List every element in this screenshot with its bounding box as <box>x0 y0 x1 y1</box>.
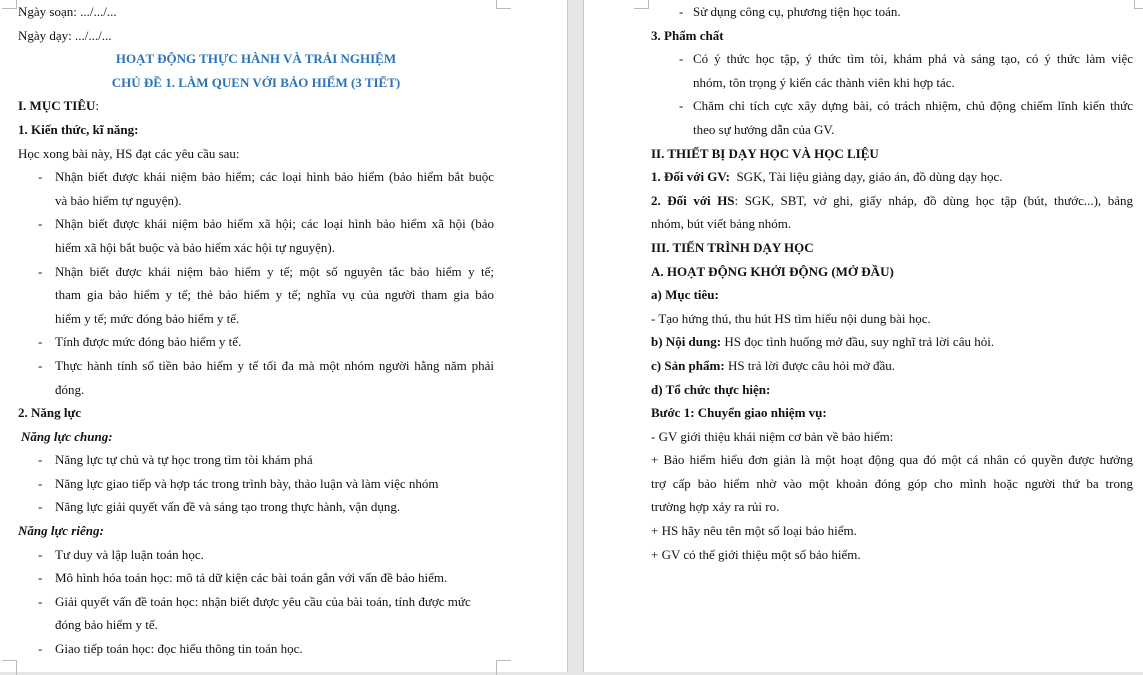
text-line <box>651 24 1133 48</box>
text-line <box>651 118 1133 142</box>
text-line <box>651 401 1133 425</box>
crop-mark <box>2 0 17 9</box>
text: Tính được mức đóng bảo hiểm y tế. <box>55 334 242 350</box>
bold-text: 1. Đối với GV: <box>651 169 730 185</box>
page-text <box>651 0 1133 566</box>
bullet-item <box>18 165 494 189</box>
document-title <box>18 71 494 95</box>
text-line <box>651 448 1133 472</box>
text: theo sự hướng dẫn của GV. <box>693 121 835 137</box>
text-line <box>651 330 1133 354</box>
crop-mark <box>496 0 511 9</box>
bullet-dash-icon: - <box>679 98 684 114</box>
bold-text: 2. Đối với HS <box>651 192 735 208</box>
text-line <box>651 378 1133 402</box>
crop-mark <box>634 0 649 9</box>
text: Chăm chỉ tích cực xây dựng bài, có trách nhiệm, chủ động chiếm lĩnh kiến thức <box>693 98 1133 114</box>
bullet-dash-icon: - <box>38 357 43 373</box>
text: Nhận biết được khái niệm bảo hiểm; các loại hình bảo hiểm (bảo hiểm bắt buộc <box>55 169 494 185</box>
bullet-dash-icon: - <box>38 593 43 609</box>
text: + HS hãy nêu tên một số loại bảo hiểm. <box>651 523 857 539</box>
bullet-dash-icon: - <box>38 169 43 185</box>
text-line <box>18 189 494 213</box>
text: + GV có thể giới thiệu một số bảo hiểm. <box>651 546 861 562</box>
bullet-item <box>651 94 1133 118</box>
text: Có ý thức học tập, ý thức tìm tòi, khám phá và sáng tạo, có ý thức làm việc <box>693 51 1133 67</box>
bullet-item <box>18 495 494 519</box>
text-line <box>651 142 1133 166</box>
bullet-dash-icon: - <box>38 570 43 586</box>
bold-text: d) Tổ chức thực hiện: <box>651 381 771 397</box>
text-line <box>651 212 1133 236</box>
text: : SGK, SBT, vở ghi, giấy nháp, đồ dùng học tập (bút, thước...), bảng <box>734 192 1133 208</box>
text-line <box>651 543 1133 567</box>
text: tham gia bảo hiểm y tế; thẻ bảo hiểm y tế; nghĩa vụ của người tham gia bảo <box>55 287 494 303</box>
bullet-item <box>18 448 494 472</box>
text-line <box>651 519 1133 543</box>
text-line <box>651 189 1133 213</box>
text-line <box>651 260 1133 284</box>
bullet-item <box>18 590 494 614</box>
bullet-dash-icon: - <box>38 263 43 279</box>
text-line <box>651 236 1133 260</box>
bold-text: 1. Kiến thức, kĩ năng: <box>18 121 139 137</box>
text-line <box>18 24 494 48</box>
text: và bảo hiểm tự nguyện). <box>55 192 182 208</box>
bullet-item <box>18 637 494 661</box>
text: Nhận biết được khái niệm bảo hiểm y tế; một số nguyên tắc bảo hiểm y tế; <box>55 263 494 279</box>
text: trợ cấp bảo hiểm nhờ vào một khoản đóng góp cho mình hoặc người thứ ba trong <box>651 475 1133 491</box>
bullet-item <box>18 212 494 236</box>
text: Ngày soạn: .../.../... <box>18 4 117 19</box>
bold-text: Năng lực riêng: <box>18 523 104 539</box>
text: hiểm y tế; mức đóng bảo hiểm y tế. <box>55 310 240 326</box>
bold-text: b) Nội dung: <box>651 334 722 350</box>
bold-text: A. HOẠT ĐỘNG KHỞI ĐỘNG (MỞ ĐẦU) <box>651 263 894 279</box>
bullet-dash-icon: - <box>38 452 43 468</box>
document-title <box>18 47 494 71</box>
text: + Bảo hiểm hiểu đơn giản là một hoạt động qua đó một cá nhân có quyền được hưởng <box>651 452 1133 468</box>
text: HOẠT ĐỘNG THỰC HÀNH VÀ TRẢI NGHIỆM <box>115 51 397 67</box>
text: CHỦ ĐỀ 1. LÀM QUEN VỚI BẢO HIỂM (3 TIẾT) <box>111 74 401 90</box>
page-text <box>18 0 494 661</box>
bullet-item <box>651 47 1133 71</box>
bullet-dash-icon: - <box>38 499 43 515</box>
text: nhóm, tôn trọng ý kiến các thành viên khi hợp tác. <box>693 74 955 90</box>
text-line <box>18 307 494 331</box>
bullet-dash-icon: - <box>38 216 43 232</box>
text: Nhận biết được khái niệm bảo hiểm xã hội; các loại hình bảo hiểm xã hội (bảo <box>55 216 494 232</box>
text: đóng bảo hiểm y tế. <box>55 617 158 633</box>
text: Ngày dạy: .../.../... <box>18 27 112 43</box>
text-line <box>18 283 494 307</box>
text-line <box>18 118 494 142</box>
text-line <box>651 495 1133 519</box>
text-line <box>18 236 494 260</box>
text-line <box>651 283 1133 307</box>
bullet-dash-icon: - <box>38 334 43 350</box>
text-line <box>18 401 494 425</box>
bold-text: III. TIẾN TRÌNH DẠY HỌC <box>651 239 814 255</box>
bullet-dash-icon: - <box>38 546 43 562</box>
text-line <box>651 472 1133 496</box>
text-line <box>651 425 1133 449</box>
bullet-item <box>651 0 1133 24</box>
text-line <box>18 94 494 118</box>
text: đóng. <box>55 381 85 397</box>
text-line <box>18 613 494 637</box>
bullet-item <box>18 566 494 590</box>
text-line <box>18 378 494 402</box>
bold-text: a) Mục tiêu: <box>651 287 719 303</box>
text: trường hợp xảy ra rủi ro. <box>651 499 780 515</box>
text: - GV giới thiệu khái niệm cơ bản về bảo hiểm: <box>651 428 894 444</box>
bullet-dash-icon: - <box>679 51 684 67</box>
document-page-right <box>583 0 1143 672</box>
text: Thực hành tính số tiền bảo hiểm y tế tối đa mà một nhóm người hằng năm phải <box>55 357 494 373</box>
text-line <box>18 425 494 449</box>
text: SGK, Tài liệu giảng dạy, giáo án, đồ dùng dạy học. <box>729 169 1003 185</box>
text-line <box>18 0 494 24</box>
text: HS trả lời được câu hỏi mở đầu. <box>724 357 895 373</box>
text: Giải quyết vấn đề toán học: nhận biết được yêu cầu của bài toán, tính được mức <box>55 593 471 609</box>
text: HS đọc tình huống mở đầu, suy nghĩ trả lời câu hỏi. <box>721 334 995 350</box>
text: Năng lực giải quyết vấn đề và sáng tạo trong thực hành, vận dụng. <box>55 499 401 515</box>
bullet-item <box>18 472 494 496</box>
bold-text: 3. Phẩm chất <box>651 27 724 43</box>
bullet-item <box>18 354 494 378</box>
bold-text: c) Sản phẩm: <box>651 357 725 373</box>
crop-mark <box>496 660 511 675</box>
text-line <box>18 519 494 543</box>
bold-text: Bước 1: Chuyển giao nhiệm vụ: <box>651 405 827 421</box>
text-line <box>651 165 1133 189</box>
text: Năng lực giao tiếp và hợp tác trong trình bày, thảo luận và làm việc nhóm <box>55 475 439 491</box>
bullet-dash-icon: - <box>38 641 43 657</box>
text: hiểm xã hội bắt buộc và bảo hiểm xác hội tự nguyện). <box>55 239 335 255</box>
bold-text: I. MỤC TIÊU <box>18 98 96 114</box>
text-line <box>18 142 494 166</box>
bold-text: Năng lực chung: <box>21 428 113 444</box>
bold-text: 2. Năng lực <box>18 405 82 421</box>
crop-mark <box>1134 0 1143 9</box>
text: nhóm, bút viết bảng nhóm. <box>651 216 792 232</box>
bullet-dash-icon: - <box>679 4 684 19</box>
bullet-item <box>18 260 494 284</box>
text-line <box>651 354 1133 378</box>
bullet-item <box>18 330 494 354</box>
text: Học xong bài này, HS đạt các yêu cầu sau: <box>18 145 240 161</box>
text-line <box>651 307 1133 331</box>
bullet-dash-icon: - <box>38 475 43 491</box>
text: Năng lực tự chủ và tự học trong tìm tòi khám phá <box>55 452 313 468</box>
text: Sử dụng công cụ, phương tiện học toán. <box>693 4 901 19</box>
bold-text: II. THIẾT BỊ DẠY HỌC VÀ HỌC LIỆU <box>651 145 879 161</box>
text: : <box>95 98 100 114</box>
text-line <box>651 71 1133 95</box>
text: - Tạo hứng thú, thu hút HS tìm hiểu nội dung bài học. <box>651 310 931 326</box>
document-page-left <box>0 0 568 672</box>
text: Tư duy và lập luận toán học. <box>55 546 204 562</box>
text: Giao tiếp toán học: đọc hiểu thông tin toán học. <box>55 641 303 657</box>
crop-mark <box>2 660 17 675</box>
text: Mô hình hóa toán học: mô tả dữ kiện các bài toán gắn với vấn đề bảo hiểm. <box>55 570 448 586</box>
bullet-item <box>18 543 494 567</box>
